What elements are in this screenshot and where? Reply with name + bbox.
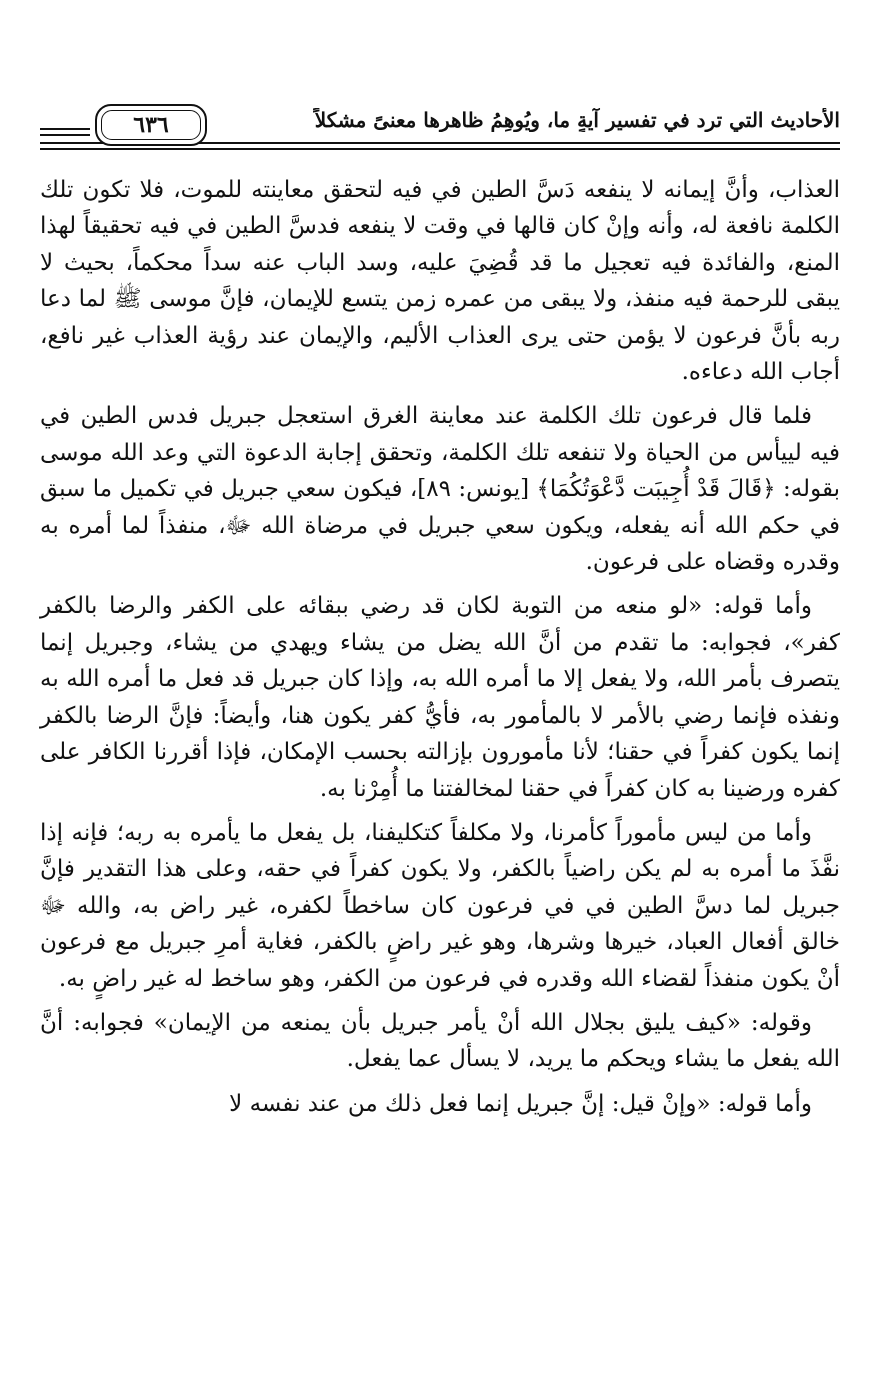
header-rule (40, 148, 840, 150)
page-number-frame (95, 104, 207, 146)
page-number: ٦٣٦ (133, 112, 169, 138)
page-body (40, 172, 840, 1130)
paragraph: وأما قوله: «لو منعه من التوبة لكان قد رضي ببقائه على الكفر والرضا بالكفر كفر»، فجوابه: ما تقدم من أنَّ الله يضل من يشاء ويهدي من يشاء، وجبريل إنما يتصرف بأمر الله، ولا يفعل إلا ما أمره الله به، وإذا كان جبريل قد فعل ما أمره الله به ونفذه فإنما رضي بالأمر لا بالمأمور به، فأيُّ كفر يكون هنا، وأيضاً: فإنَّ الرضا بالكفر إنما يكون كفراً في حقنا؛ لأنا مأمورون بإزالته بحسب الإمكان، فإذا أقررنا الكافر على كفره ورضينا به كان كفراً في حقنا لمخالفتنا ما أُمِرْنا به. (40, 593, 840, 802)
paragraph: وأما من ليس مأموراً كأمرنا، ولا مكلفاً كتكليفنا، بل يفعل ما يأمره به ربه؛ فإنه إذا نفَّذَ ما أمره به لم يكن راضياً بالكفر، ولا يكون كفراً في حقه، وعلى هذا التقدير فإنَّ جبريل لما دسَّ الطين في في فرعون كان ساخطاً لكفره، غير راض به، والله ﷻ خالق أفعال العباد، خيرها وشرها، وهو غير راضٍ بالكفر، فغاية أمرِ جبريل مع فرعون أنْ يكون منفذاً لقضاء الله وقدره في فرعون من الكفر، وهو ساخط له غير راضٍ به. (40, 819, 840, 992)
header-ornament-line (40, 134, 90, 136)
paragraph: وأما قوله: «وإنْ قيل: إنَّ جبريل إنما فعل ذلك من عند نفسه لا (229, 1090, 812, 1117)
paragraph: وقوله: «كيف يليق بجلال الله أنْ يأمر جبريل بأن يمنعه من الإيمان» فجوابه: أنَّ الله يفعل ما يشاء ويحكم ما يريد، لا يسأل عما يفعل. (40, 1009, 840, 1073)
running-title: الأحاديث التي ترد في تفسير آيةٍ ما، ويُوهِمُ ظاهرها معنىً مشكلاً (314, 108, 840, 132)
page-header (40, 104, 840, 156)
paragraph: العذاب، وأنَّ إيمانه لا ينفعه دَسَّ الطين في فيه لتحقق معاينته للموت، فلا تكون تلك الكلمة نافعة له، وأنه وإنْ كان قالها في وقت لا ينفعه فدسَّ الطين في فيه تحقيقاً لهذا المنع، والفائدة فيه تعجيل ما قد قُضِيَ عليه، وسد الباب عنه سداً محكماً، بحيث لا يبقى للرحمة فيه منفذ، ولا يبقى من عمره زمن يتسع للإيمان، فإنَّ موسى ﷺ لما دعا ربه بأنَّ فرعون لا يؤمن حتى يرى العذاب الأليم، والإيمان عند رؤية العذاب غير نافع، أجاب الله دعاءه. (40, 177, 840, 386)
paragraph: فلما قال فرعون تلك الكلمة عند معاينة الغرق استعجل جبريل فدس الطين في فيه لييأس من الحياة ولا تنفعه تلك الكلمة، وتحقق إجابة الدعوة التي وعد الله موسى بقوله: ﴿قَالَ قَدْ أُجِيبَت دَّعْوَتُكُمَا﴾ [يونس: ٨٩]، فيكون سعي جبريل في تكميل ما سبق في حكم الله أنه يفعله، ويكون سعي جبريل في مرضاة الله ﷻ، منفذاً لما أمره به وقدره وقضاه على فرعون. (40, 403, 840, 576)
header-ornament-line (40, 128, 90, 130)
